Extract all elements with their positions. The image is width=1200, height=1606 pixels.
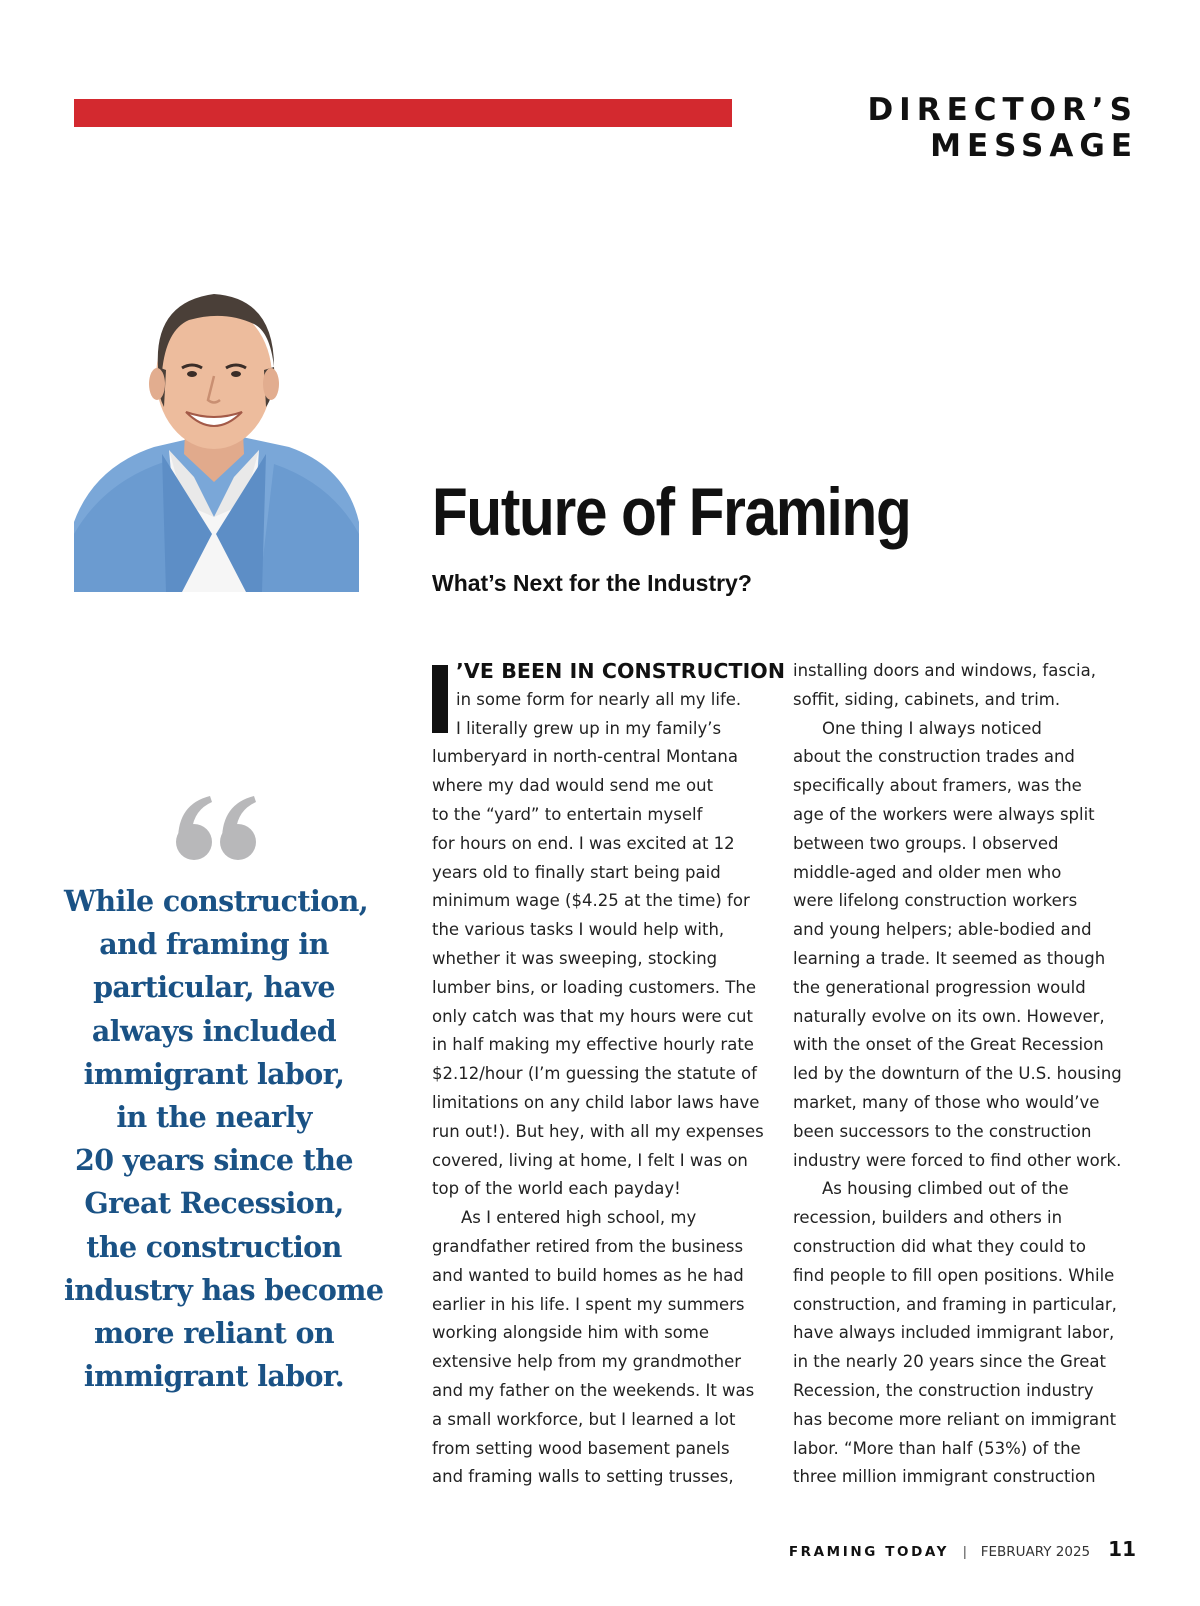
body-line: about the construction trades and	[793, 747, 1075, 767]
body-line: in the nearly 20 years since the Great	[793, 1352, 1106, 1372]
body-line: construction did what they could to	[793, 1236, 1086, 1256]
body-line: with the onset of the Great Recession	[793, 1035, 1104, 1055]
body-line: and my father on the weekends. It was	[432, 1380, 755, 1400]
body-line: $2.12/hour (I’m guessing the statute of	[432, 1064, 757, 1084]
body-line: As housing climbed out of the	[822, 1179, 1069, 1199]
page-number: 11	[1108, 1537, 1136, 1561]
article-title: Future of Framing	[432, 474, 911, 550]
body-line: grandfather retired from the business	[432, 1236, 744, 1256]
body-line: middle-aged and older men who	[793, 862, 1062, 882]
pull-quote-line: immigrant labor.	[83, 1359, 345, 1394]
body-line: between two groups. I observed	[793, 833, 1059, 853]
body-line: working alongside him with some	[432, 1323, 709, 1343]
body-line: where my dad would send me out	[432, 776, 714, 796]
body-line: lumberyard in north-central Montana	[432, 747, 738, 767]
body-line: As I entered high school, my	[461, 1208, 697, 1228]
pull-quote-line: While construction,	[64, 884, 369, 918]
article-column-2	[793, 657, 1138, 1492]
body-line: and framing walls to setting trusses,	[432, 1467, 734, 1487]
body-line: in half making my effective hourly rate	[432, 1035, 754, 1055]
author-photo	[74, 272, 359, 592]
body-line: industry were forced to find other work.	[793, 1150, 1122, 1170]
body-line: earlier in his life. I spent my summers	[432, 1294, 745, 1314]
body-line: only catch was that my hours were cut	[432, 1006, 753, 1026]
body-line: in some form for nearly all my life.	[456, 689, 742, 709]
pull-quote-line: always included	[91, 1013, 337, 1048]
body-line: labor. “More than half (53%) of the	[793, 1438, 1081, 1458]
body-line: been successors to the construction	[793, 1121, 1092, 1141]
section-label: DIRECTOR’S MESSAGE	[867, 92, 1138, 164]
issue-date: FEBRUARY 2025	[980, 1544, 1091, 1560]
body-line: naturally evolve on its own. However,	[793, 1006, 1105, 1026]
pull-quote-line: Great Recession,	[84, 1186, 344, 1221]
pull-quote-line: the construction	[86, 1229, 342, 1264]
body-line: a small workforce, but I learned a lot	[432, 1409, 736, 1429]
pull-quote-line: and framing in	[99, 927, 329, 962]
body-line: from setting wood basement panels	[432, 1438, 730, 1458]
article-subtitle: What’s Next for the Industry?	[432, 570, 752, 596]
body-line: lumber bins, or loading customers. The	[432, 977, 756, 997]
body-line: extensive help from my grandmother	[432, 1352, 742, 1372]
body-line: learning a trade. It seemed as though	[793, 948, 1106, 968]
body-line: years old to finally start being paid	[432, 862, 721, 882]
page-footer	[789, 1537, 1136, 1561]
drop-cap	[432, 665, 448, 733]
body-line: Recession, the construction industry	[793, 1380, 1094, 1400]
body-line: minimum wage ($4.25 at the time) for	[432, 891, 750, 911]
pull-quote-line: industry has become	[64, 1272, 384, 1307]
body-line: age of the workers were always split	[793, 804, 1095, 824]
body-line: to the “yard” to entertain myself	[432, 804, 703, 824]
body-line: has become more reliant on immigrant	[793, 1409, 1117, 1429]
pull-quote-line: particular, have	[93, 970, 335, 1005]
pull-quote-line: 20 years since the	[75, 1143, 353, 1178]
body-line: specifically about framers, was the	[793, 776, 1082, 796]
body-line: the generational progression would	[793, 977, 1086, 997]
body-line: have always included immigrant labor,	[793, 1323, 1115, 1343]
body-line: top of the world each payday!	[432, 1179, 681, 1199]
pull-quote	[64, 880, 384, 1398]
quote-mark-icon	[172, 790, 262, 870]
header-red-bar	[74, 99, 732, 127]
body-line: limitations on any child labor laws have	[432, 1092, 760, 1112]
body-line: led by the downturn of the U.S. housing	[793, 1064, 1122, 1084]
body-line: and young helpers; able-bodied and	[793, 920, 1092, 940]
body-line: three million immigrant construction	[793, 1467, 1096, 1487]
body-line: the various tasks I would help with,	[432, 920, 725, 940]
lead-in: ’VE BEEN IN CONSTRUCTION	[456, 659, 786, 683]
body-line: were lifelong construction workers	[793, 891, 1078, 911]
body-line: market, many of those who would’ve	[793, 1092, 1100, 1112]
pull-quote-line: in the nearly	[116, 1100, 312, 1135]
pull-quote-line: immigrant labor,	[83, 1056, 345, 1091]
body-line: I literally grew up in my family’s	[456, 718, 722, 738]
magazine-name: FRAMING TODAY	[788, 1544, 950, 1560]
body-line: for hours on end. I was excited at 12	[432, 833, 735, 853]
body-line: One thing I always noticed	[822, 718, 1042, 738]
body-line: soffit, siding, cabinets, and trim.	[793, 689, 1061, 709]
body-line: covered, living at home, I felt I was on	[432, 1150, 748, 1170]
article-column-1	[432, 657, 786, 1492]
pull-quote-line: more reliant on	[93, 1316, 335, 1351]
body-line: and wanted to build homes as he had	[432, 1265, 744, 1285]
body-line: recession, builders and others in	[793, 1208, 1063, 1228]
footer-separator: |	[963, 1543, 967, 1559]
body-line: whether it was sweeping, stocking	[432, 948, 718, 968]
body-line: installing doors and windows, fascia,	[793, 661, 1096, 680]
body-line: find people to fill open positions. While	[793, 1265, 1115, 1285]
body-line: run out!). But hey, with all my expenses	[432, 1121, 764, 1141]
body-line: construction, and framing in particular,	[793, 1294, 1117, 1314]
